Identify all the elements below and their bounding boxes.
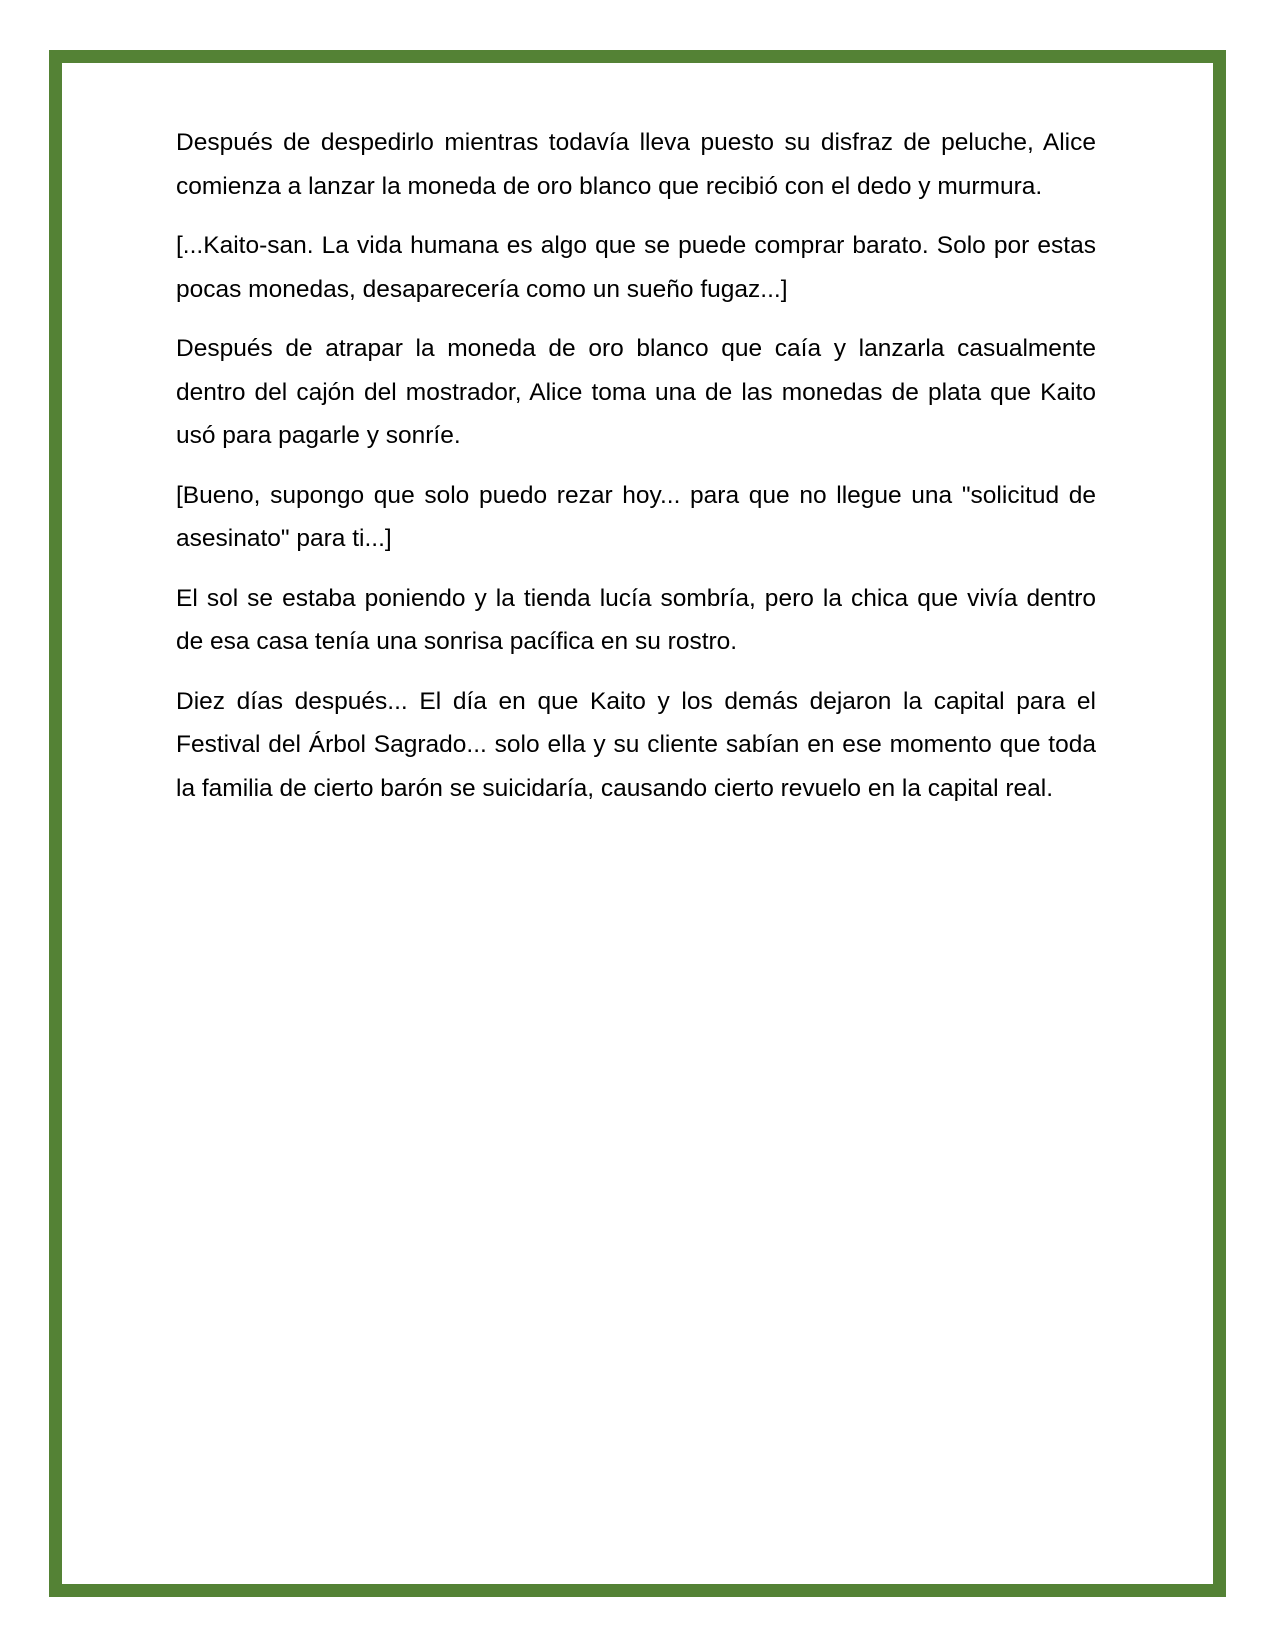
paragraph: Después de despedirlo mientras todavía lleva puesto su disfraz de peluche, Alice comienza a lanzar la moneda de oro blanco que recibió con el dedo y murmura. bbox=[176, 129, 1096, 200]
document-body bbox=[176, 121, 1096, 826]
paragraph: Después de atrapar la moneda de oro blanco que caía y lanzarla casualmente dentro del cajón del mostrador, Alice toma una de las monedas de plata que Kaito usó para pagarle y sonríe. bbox=[176, 335, 1096, 449]
paragraph: [Bueno, supongo que solo puedo rezar hoy... para que no llegue una "solicitud de asesinato" para ti...] bbox=[176, 481, 1096, 552]
paragraph: Diez días después... El día en que Kaito y los demás dejaron la capital para el Festival del Árbol Sagrado... solo ella y su cliente sabían en ese momento que toda la familia de cierto barón se suicidaría, causando cierto revuelo en la capital real. bbox=[176, 687, 1096, 802]
paragraph: [...Kaito-san. La vida humana es algo que se puede comprar barato. Solo por estas pocas monedas, desaparecería como un sueño fugaz...] bbox=[176, 232, 1096, 303]
paragraph: El sol se estaba poniendo y la tienda lucía sombría, pero la chica que vivía dentro de esa casa tenía una sonrisa pacífica en su rostro. bbox=[176, 584, 1096, 655]
